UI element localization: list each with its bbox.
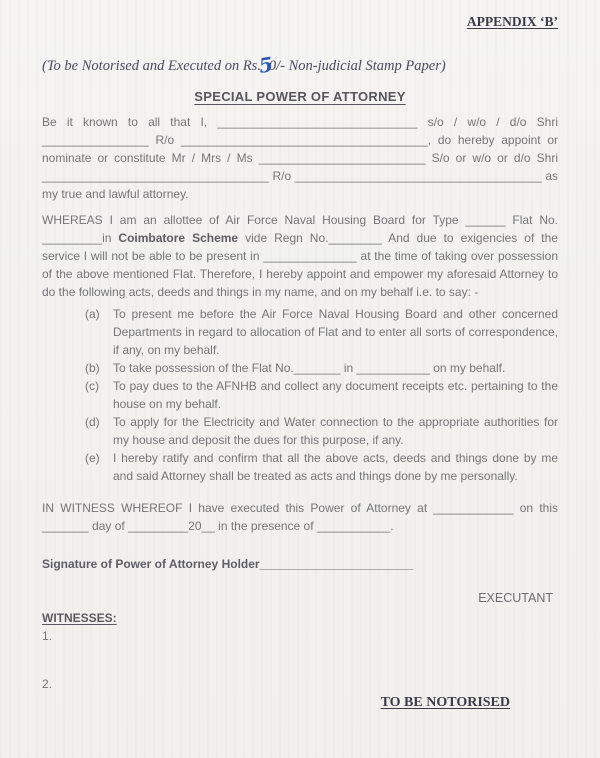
clause-text-c: To pay dues to the AFNHB and collect any document receipts etc. pertaining to the house on my behalf. (113, 379, 558, 411)
clause-item-d (42, 413, 558, 449)
witness-clause: IN WITNESS WHEREOF I have executed this Power of Attorney at ____________ on this _______ day of _________20__ in the presence of ___________. (42, 501, 558, 533)
appendix-label-text: APPENDIX ‘B’ (466, 14, 558, 29)
clause-item-a (42, 305, 558, 359)
document-title-text: SPECIAL POWER OF ATTORNEY (194, 89, 406, 104)
clause-text-a: To present me before the Air Force Naval Housing Board and other concerned Departments in regard to allocation of Flat and to enter all sorts of correspondence, if any, on my behalf. (113, 307, 558, 357)
witness-item-2: 2. (42, 677, 53, 691)
witness-item-1: 1. (42, 629, 53, 643)
whereas-paragraph (42, 211, 558, 301)
stamp-note-suffix: 0/- Non-judicial Stamp Paper) (268, 58, 446, 74)
clause-item-b (42, 359, 558, 377)
clause-text-d: To apply for the Electricity and Water connection to the appropriate authorities for my house and deposit the dues for this purpose, if any. (113, 415, 558, 447)
notorised-label-text: TO BE NOTORISED (380, 695, 510, 710)
clause-text-e: I hereby ratify and confirm that all the above acts, deeds and things done by me and said Attorney shall be treated as acts and things done by me personally. (113, 451, 558, 483)
signature-line (42, 555, 558, 573)
scheme-name: Coimbatore Scheme (118, 231, 239, 245)
whereas-before-bold: WHEREAS I am an allottee of Air Force Naval Housing Board for Type ______ Flat No. _________in (42, 213, 558, 245)
clause-label-d: (d) (85, 415, 100, 429)
intro-paragraph: Be it known to all that I, ______________________________ s/o / w/o / d/o Shri ________________ R/o _____________________________________, do hereby appoint or nominate or constitute Mr / Mrs / Ms _________________________ S/o or w/o or d/o Shri __________________________________ R/o _____________________________________ as my true and lawful attorney. (42, 115, 558, 201)
executant-label: EXECUTANT (478, 591, 553, 605)
appendix-label (42, 13, 558, 31)
signature-label: Signature of Power of Attorney Holder (42, 557, 260, 571)
clause-label-c: (c) (85, 379, 99, 393)
witnesses-heading (42, 609, 558, 627)
document-title (42, 88, 558, 106)
clause-label-a: (a) (85, 307, 100, 321)
clause-list (42, 305, 558, 485)
notorised-label (42, 693, 558, 712)
stamp-note-prefix: (To be Notorised and Executed on Rs. (42, 58, 261, 74)
witnesses-heading-text: WITNESSES: (42, 611, 117, 625)
handwritten-amount: 5 (257, 52, 275, 78)
clause-label-e: (e) (85, 451, 100, 465)
clause-item-c (42, 377, 558, 413)
clause-text-b: To take possession of the Flat No._______ in ___________ on my behalf. (113, 361, 506, 375)
clause-item-e (42, 449, 558, 485)
whereas-after-bold: vide Regn No.________ And due to exigencies of the service I will not be able to be present in ______________ at the time of taking over possession of the above mentioned Flat. Therefore, I hereby appoint and empower my aforesaid Attorney to do the following acts, deeds and things in my name, and on my behalf i.e. to say: - (42, 231, 558, 299)
stamp-note (42, 53, 558, 77)
signature-blank: _______________________ (259, 557, 414, 571)
clause-label-b: (b) (85, 361, 100, 375)
